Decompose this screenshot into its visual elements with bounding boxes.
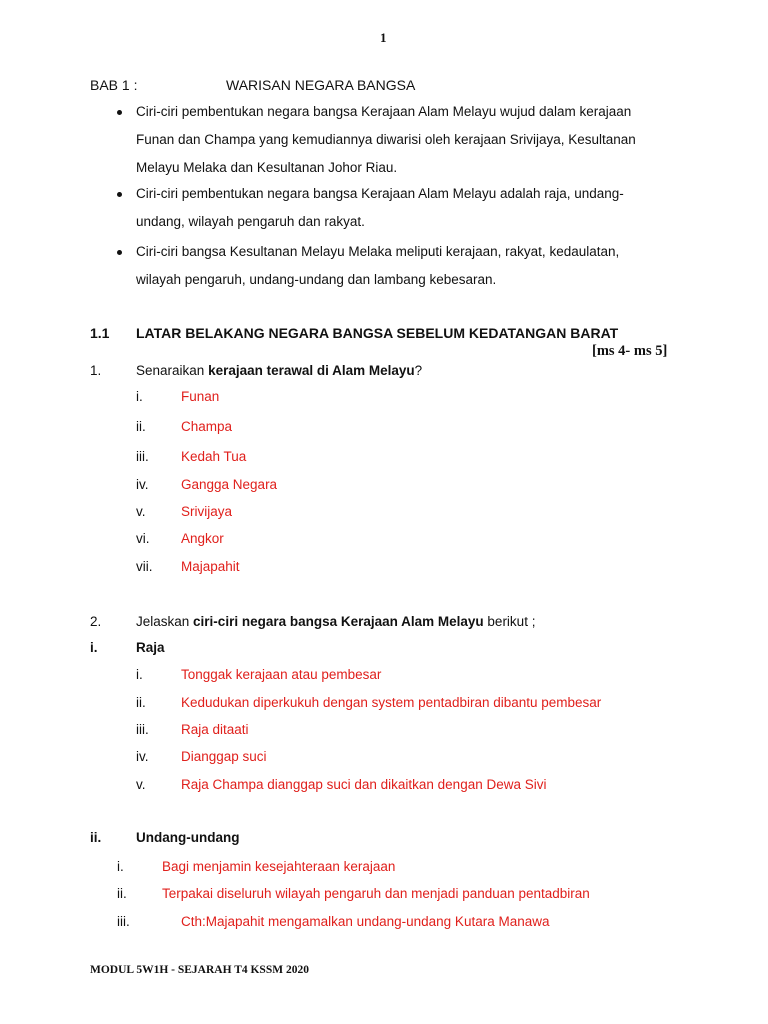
question-1-text	[136, 363, 422, 378]
intro-bullet-line: undang, wilayah pengaruh dan rakyat.	[136, 214, 365, 229]
answer-numeral: iv.	[136, 477, 149, 492]
answer-numeral: ii.	[136, 695, 146, 710]
section-title: LATAR BELAKANG NEGARA BANGSA SEBELUM KEDATANGAN BARAT	[136, 325, 619, 341]
section-number: 1.1	[90, 325, 110, 341]
answer-numeral: i.	[136, 667, 143, 682]
subsection-numeral: ii.	[90, 830, 102, 845]
answer-text: Tonggak kerajaan atau pembesar	[181, 667, 382, 682]
answer-numeral: ii.	[117, 886, 127, 901]
chapter-title: WARISAN NEGARA BANGSA	[226, 77, 416, 93]
question-keyword: ciri-ciri negara bangsa Kerajaan Alam Melayu	[193, 614, 484, 629]
bullet-icon	[117, 110, 122, 115]
answer-numeral: iii.	[117, 914, 130, 929]
answer-text: Terpakai diseluruh wilayah pengaruh dan menjadi panduan pentadbiran	[162, 886, 590, 901]
intro-bullet-line: Ciri-ciri pembentukan negara bangsa Kerajaan Alam Melayu wujud dalam kerajaan	[136, 104, 632, 119]
answer-numeral: i.	[117, 859, 124, 874]
subsection-numeral: i.	[90, 640, 98, 655]
question-suffix: berikut ;	[483, 614, 536, 629]
intro-bullet-line: wilayah pengaruh, undang-undang dan lambang kebesaran.	[136, 272, 497, 287]
answer-text: Gangga Negara	[181, 477, 278, 492]
answer-text: Bagi menjamin kesejahteraan kerajaan	[162, 859, 396, 874]
subsection-title: Undang-undang	[136, 830, 240, 845]
question-suffix: ?	[414, 363, 423, 378]
intro-bullet-line: Ciri-ciri pembentukan negara bangsa Kerajaan Alam Melayu adalah raja, undang-	[136, 186, 624, 201]
answer-text: Dianggap suci	[181, 749, 267, 764]
chapter-label: BAB 1 :	[90, 77, 138, 93]
answer-numeral: iii.	[136, 722, 149, 737]
answer-text: Majapahit	[181, 559, 240, 574]
page-footer: MODUL 5W1H - SEJARAH T4 KSSM 2020	[90, 964, 309, 976]
question-2-text	[136, 614, 535, 629]
intro-bullet-line: Ciri-ciri bangsa Kesultanan Melayu Melaka meliputi kerajaan, rakyat, kedaulatan,	[136, 244, 620, 259]
question-keyword: kerajaan terawal di Alam Melayu	[208, 363, 415, 378]
answer-text: Cth:Majapahit mengamalkan undang-undang Kutara Manawa	[181, 914, 550, 929]
answer-text: Raja ditaati	[181, 722, 249, 737]
answer-numeral: ii.	[136, 419, 146, 434]
answer-text: Angkor	[181, 531, 224, 546]
question-prefix: Jelaskan	[136, 614, 194, 629]
page-reference: [ms 4- ms 5]	[592, 343, 668, 359]
bullet-icon	[117, 250, 122, 255]
answer-numeral: i.	[136, 389, 143, 404]
intro-bullet-line: Funan dan Champa yang kemudiannya diwarisi oleh kerajaan Srivijaya, Kesultanan	[136, 132, 636, 147]
answer-numeral: iv.	[136, 749, 149, 764]
answer-numeral: vii.	[136, 559, 153, 574]
intro-bullet-line: Melayu Melaka dan Kesultanan Johor Riau.	[136, 160, 398, 175]
answer-text: Kedudukan diperkukuh dengan system pentadbiran dibantu pembesar	[181, 695, 602, 710]
answer-text: Champa	[181, 419, 233, 434]
answer-numeral: v.	[136, 504, 146, 519]
page-number: 1	[380, 30, 387, 45]
answer-text: Funan	[181, 389, 220, 404]
question-number: 1.	[90, 363, 102, 378]
answer-text: Raja Champa dianggap suci dan dikaitkan dengan Dewa Sivi	[181, 777, 547, 792]
answer-text: Kedah Tua	[181, 449, 247, 464]
answer-numeral: v.	[136, 777, 146, 792]
answer-text: Srivijaya	[181, 504, 233, 519]
answer-numeral: iii.	[136, 449, 149, 464]
answer-numeral: vi.	[136, 531, 150, 546]
question-prefix: Senaraikan	[136, 363, 209, 378]
subsection-title: Raja	[136, 640, 165, 655]
bullet-icon	[117, 192, 122, 197]
question-number: 2.	[90, 614, 102, 629]
